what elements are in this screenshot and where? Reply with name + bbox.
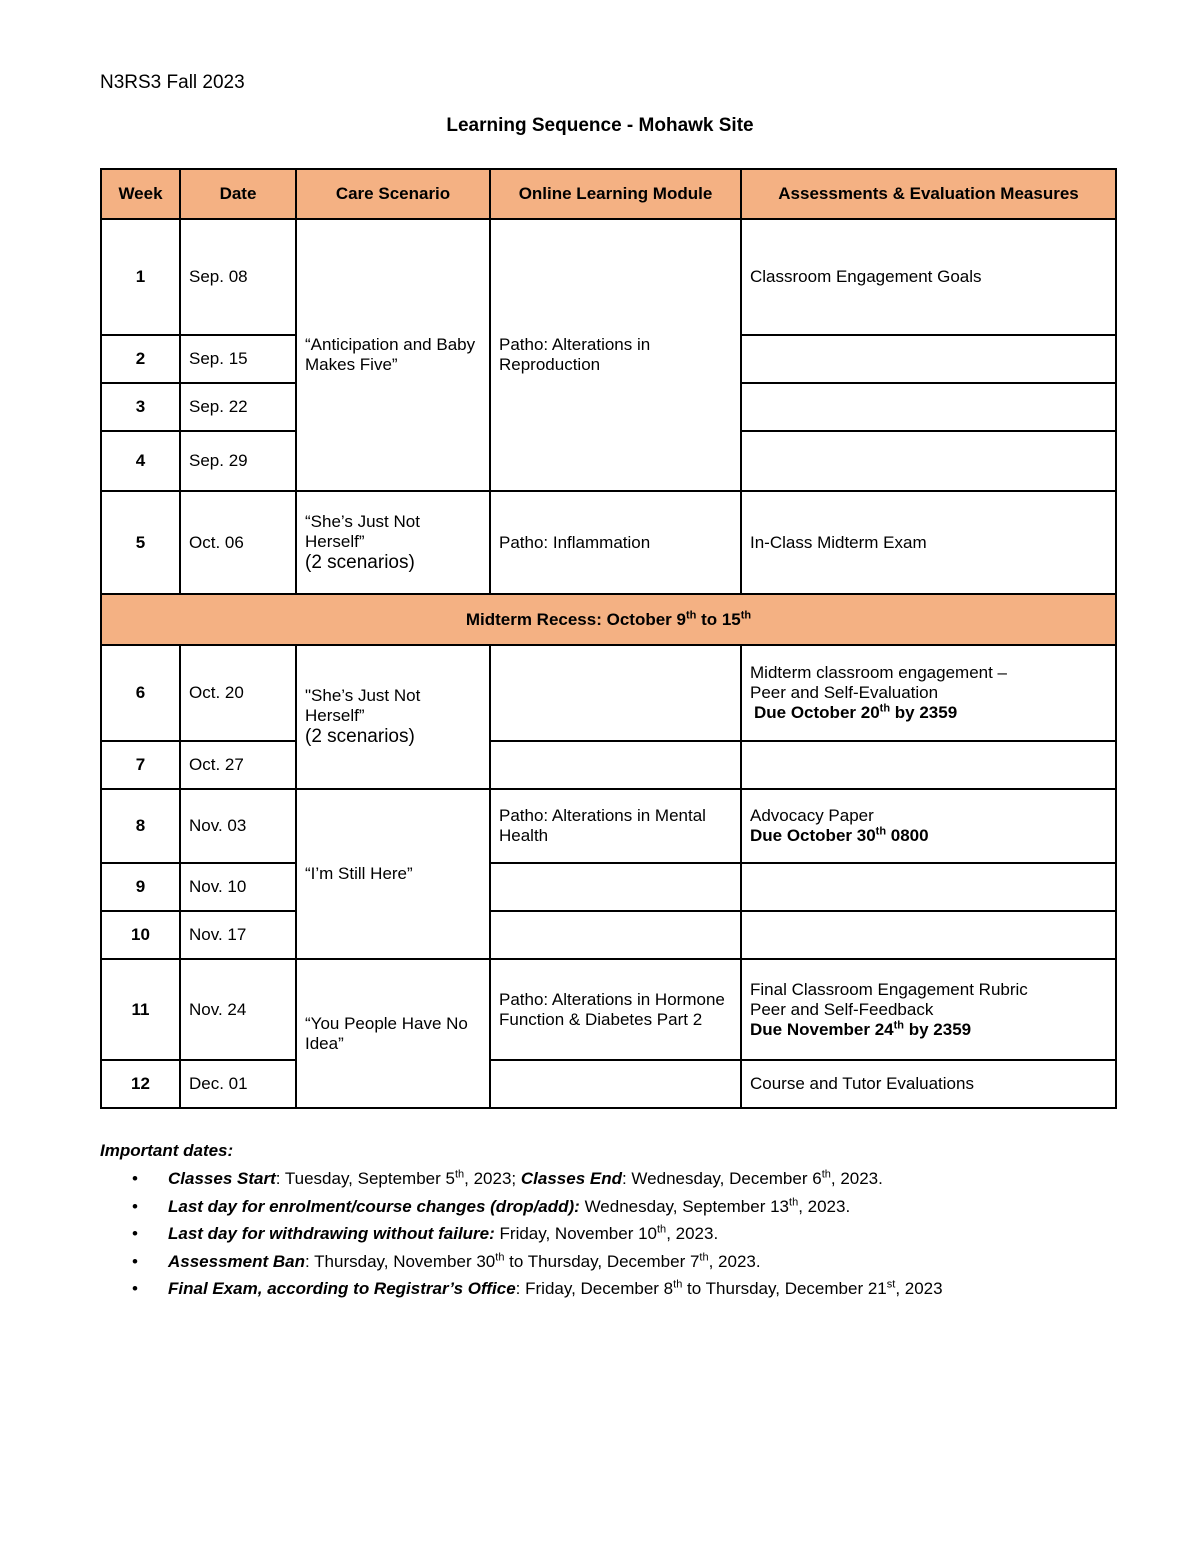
- care-scenario: “You People Have No Idea”: [296, 959, 490, 1108]
- list-item: • Last day for withdrawing without failure: Friday, November 10th, 2023.: [132, 1223, 719, 1243]
- online-module: Patho: Alterations in Reproduction: [490, 219, 741, 491]
- week-number: 7: [101, 741, 180, 789]
- midterm-recess-banner: Midterm Recess: October 9th to 15th: [101, 594, 1116, 645]
- week-number: 3: [101, 383, 180, 431]
- assessment: Course and Tutor Evaluations: [741, 1060, 1116, 1108]
- list-item: • Last day for enrolment/course changes (drop/add): Wednesday, September 13th, 2023.: [132, 1195, 851, 1216]
- assessment: Final Classroom Engagement Rubric Peer and Self-Feedback Due November 24th by 2359: [741, 959, 1116, 1060]
- assessment-empty: [741, 863, 1116, 911]
- week-number: 8: [101, 789, 180, 863]
- online-module: Patho: Alterations in Hormone Function & Diabetes Part 2: [490, 959, 741, 1060]
- online-module: Patho: Inflammation: [490, 491, 741, 594]
- table-header-row: [101, 169, 1116, 219]
- online-module-empty: [490, 1060, 741, 1108]
- care-scenario: “I’m Still Here”: [296, 789, 490, 959]
- week-number: 5: [101, 491, 180, 594]
- week-date: Sep. 22: [180, 383, 296, 431]
- week-date: Nov. 17: [180, 911, 296, 959]
- scenario-note: (2 scenarios): [305, 551, 415, 573]
- week-number: 4: [101, 431, 180, 491]
- scenario-title: “She’s Just Not Herself”: [305, 511, 420, 551]
- important-dates-list: [100, 1165, 1160, 1303]
- week-number: 11: [101, 959, 180, 1060]
- assessment: Advocacy Paper Due October 30th 0800: [741, 789, 1116, 863]
- col-header-care-scenario: Care Scenario: [296, 169, 490, 219]
- week-date: Nov. 24: [180, 959, 296, 1060]
- assessment-empty: [741, 911, 1116, 959]
- col-header-assessments: Assessments & Evaluation Measures: [741, 169, 1116, 219]
- week-date: Dec. 01: [180, 1060, 296, 1108]
- week-number: 12: [101, 1060, 180, 1108]
- week-date: Sep. 08: [180, 219, 296, 335]
- table-row: [101, 789, 1116, 863]
- online-module-empty: [490, 911, 741, 959]
- table-row: [101, 741, 1116, 789]
- week-date: Oct. 20: [180, 645, 296, 741]
- assessment: Midterm classroom engagement – Peer and Self-Evaluation Due October 20th by 2359: [741, 645, 1116, 741]
- week-number: 2: [101, 335, 180, 383]
- week-number: 9: [101, 863, 180, 911]
- col-header-week: Week: [101, 169, 180, 219]
- assessment: In-Class Midterm Exam: [741, 491, 1116, 594]
- list-item: • Classes Start: Tuesday, September 5th, 2023; Classes End: Wednesday, December 6th, 2023.: [132, 1168, 883, 1188]
- care-scenario: [296, 491, 490, 594]
- assessment: Classroom Engagement Goals: [741, 219, 1116, 335]
- page-title: Learning Sequence - Mohawk Site: [446, 115, 754, 136]
- table-row: [101, 863, 1116, 911]
- table-row: [101, 491, 1116, 594]
- week-date: Nov. 10: [180, 863, 296, 911]
- important-dates: [100, 1141, 1160, 1303]
- col-header-date: Date: [180, 169, 296, 219]
- table-row: [101, 911, 1116, 959]
- week-number: 10: [101, 911, 180, 959]
- table-row: [101, 959, 1116, 1060]
- week-date: Sep. 29: [180, 431, 296, 491]
- week-date: Sep. 15: [180, 335, 296, 383]
- col-header-online-module: Online Learning Module: [490, 169, 741, 219]
- recess-row: [101, 594, 1116, 645]
- scenario-note: (2 scenarios): [305, 726, 415, 747]
- scenario-title: "She’s Just Not Herself”: [305, 686, 421, 725]
- list-item: • Assessment Ban: Thursday, November 30th to Thursday, December 7th, 2023.: [132, 1250, 761, 1271]
- care-scenario: “Anticipation and Baby Makes Five”: [296, 219, 490, 491]
- week-date: Oct. 06: [180, 491, 296, 594]
- learning-sequence-table: [100, 168, 1117, 1109]
- table-row: [101, 219, 1116, 335]
- table-row: [101, 645, 1116, 741]
- online-module: Patho: Alterations in Mental Health: [490, 789, 741, 863]
- list-item: • Final Exam, according to Registrar’s Office: Friday, December 8th to Thursday, December 21st, 2023: [132, 1278, 943, 1298]
- online-module-empty: [490, 645, 741, 741]
- week-number: 6: [101, 645, 180, 741]
- online-module-empty: [490, 741, 741, 789]
- assessment-empty: [741, 431, 1116, 491]
- online-module-empty: [490, 863, 741, 911]
- care-scenario: [296, 645, 490, 789]
- table-row: [101, 1060, 1116, 1108]
- important-dates-label: Important dates:: [100, 1141, 234, 1160]
- week-date: Oct. 27: [180, 741, 296, 789]
- week-date: Nov. 03: [180, 789, 296, 863]
- assessment-empty: [741, 335, 1116, 383]
- assessment-empty: [741, 383, 1116, 431]
- assessment-empty: [741, 741, 1116, 789]
- week-number: 1: [101, 219, 180, 335]
- document-header: N3RS3 Fall 2023: [100, 72, 245, 93]
